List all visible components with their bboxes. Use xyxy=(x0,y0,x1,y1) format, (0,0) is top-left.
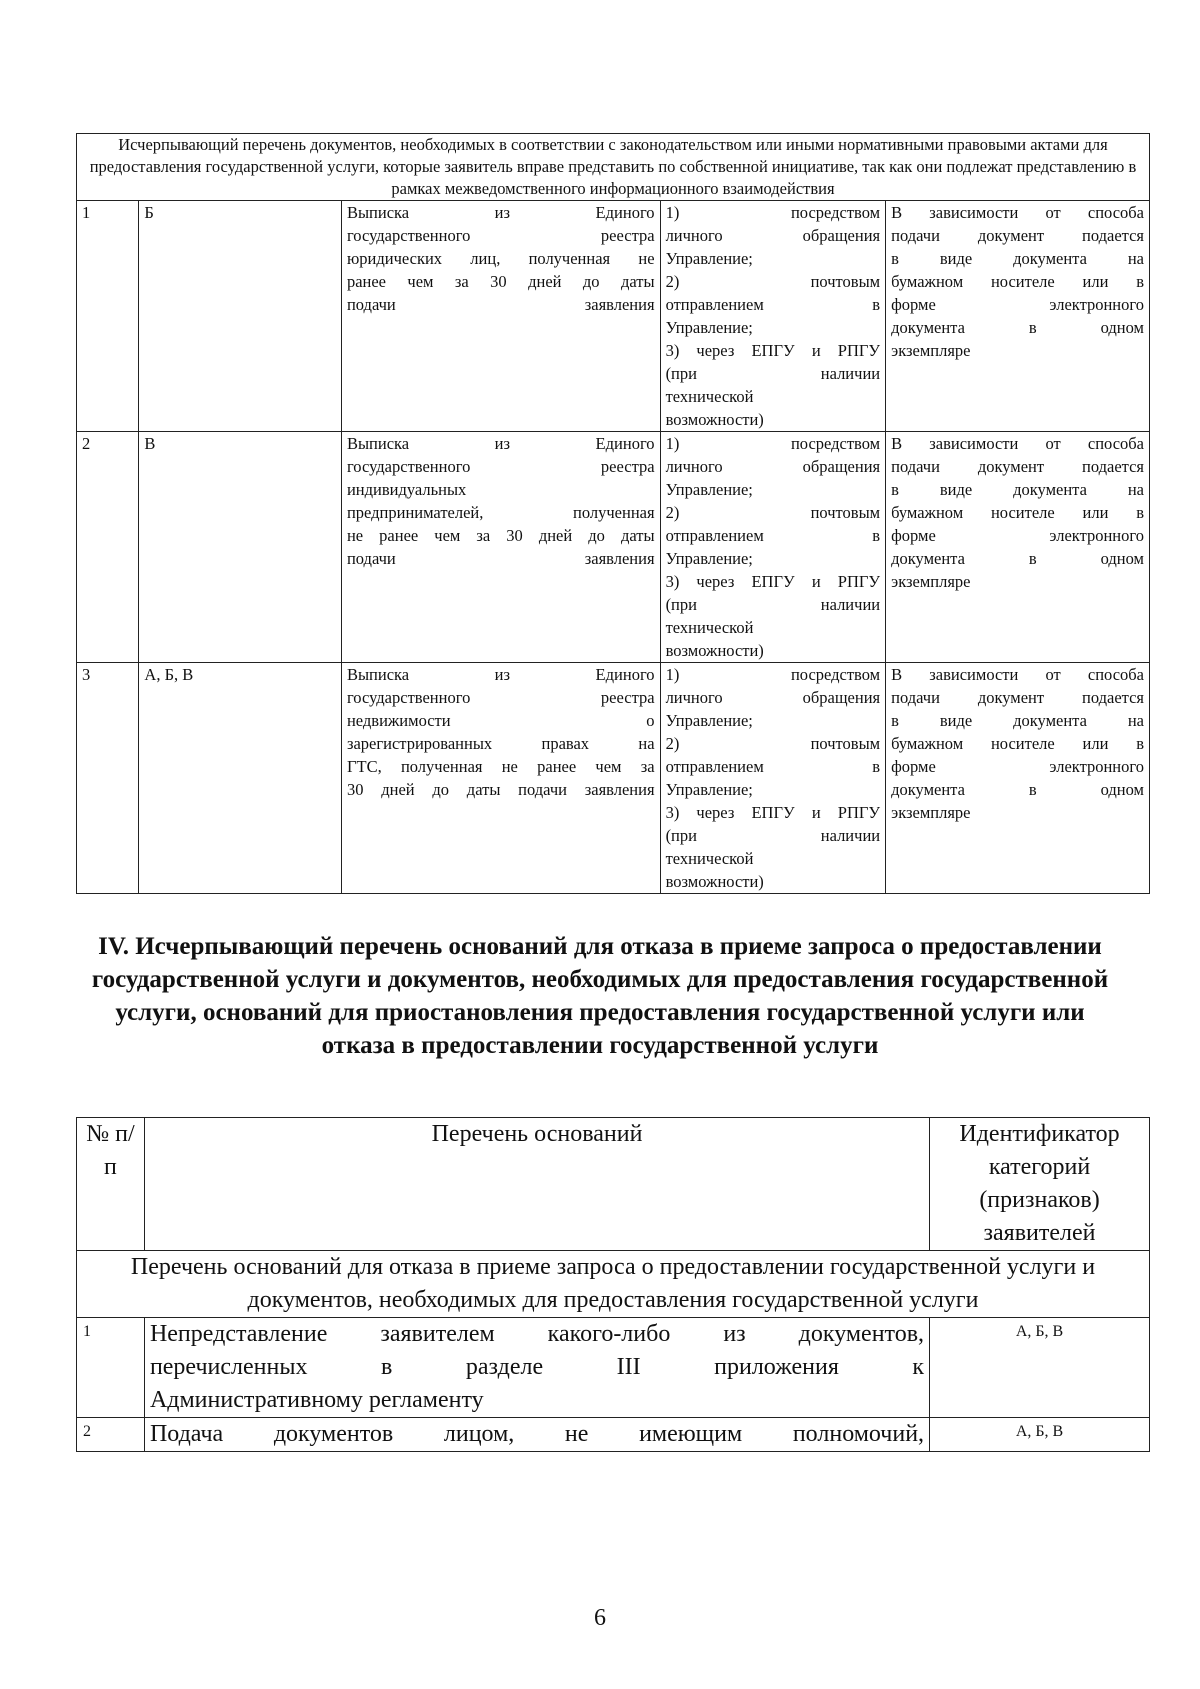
page-number: 6 xyxy=(594,1605,606,1631)
document-name: Выписка из Единого государственного реестра юридических лиц, полученная не ранее чем за 30 дней до даты подачи заявления xyxy=(341,201,660,432)
row-number: 2 xyxy=(77,432,139,663)
row-number: 1 xyxy=(77,201,139,432)
table-header-row xyxy=(77,1118,1150,1251)
table-row xyxy=(77,1318,1150,1418)
row-number: 2 xyxy=(77,1418,145,1452)
document-name: Выписка из Единого государственного реестра индивидуальных предпринимателей, полученная не ранее чем за 30 дней до даты подачи заявления xyxy=(341,432,660,663)
applicant-category: А, Б, В xyxy=(139,663,342,894)
header-grounds: Перечень оснований xyxy=(144,1118,929,1251)
refusal-grounds-table xyxy=(76,1117,1150,1452)
table-subheading: Перечень оснований для отказа в приеме запроса о предоставлении государственной услуги и документов, необходимых для предоставления государственной услуги xyxy=(77,1251,1150,1318)
table-row xyxy=(77,432,1150,663)
header-identifier: Идентификатор категорий (признаков) заявителей xyxy=(930,1118,1150,1251)
submission-form: В зависимости от способа подачи документ подается в виде документа на бумажном носителе или в форме электронного документа в одном экземпляре xyxy=(886,663,1150,894)
table-row xyxy=(77,1418,1150,1452)
table-row xyxy=(77,663,1150,894)
applicant-category: Б xyxy=(139,201,342,432)
submission-form: В зависимости от способа подачи документ подается в виде документа на бумажном носителе или в форме электронного документа в одном экземпляре xyxy=(886,201,1150,432)
applicant-category: В xyxy=(139,432,342,663)
section-heading: IV. Исчерпывающий перечень оснований для отказа в приеме запроса о предоставлении государственной услуги и документов, необходимых для предоставления государственной услуги, оснований для приостановления предоставления государственной услуги или отказа в предоставлении государственной услуги xyxy=(91,933,1109,1059)
documents-table xyxy=(76,133,1150,894)
applicant-identifier: А, Б, В xyxy=(930,1318,1150,1418)
document-name: Выписка из Единого государственного реестра недвижимости о зарегистрированных правах на ГТС, полученная не ранее чем за 30 дней до даты подачи заявления xyxy=(341,663,660,894)
submission-form: В зависимости от способа подачи документ подается в виде документа на бумажном носителе или в форме электронного документа в одном экземпляре xyxy=(886,432,1150,663)
submission-method: 1) посредством личного обращения Управление; 2) почтовым отправлением в Управление; 3) через ЕПГУ и РПГУ (при наличии технической возможности) xyxy=(660,432,886,663)
header-number: № п/п xyxy=(77,1118,145,1251)
submission-method: 1) посредством личного обращения Управление; 2) почтовым отправлением в Управление; 3) через ЕПГУ и РПГУ (при наличии технической возможности) xyxy=(660,663,886,894)
row-number: 1 xyxy=(77,1318,145,1418)
applicant-identifier: А, Б, В xyxy=(930,1418,1150,1452)
documents-table-caption: Исчерпывающий перечень документов, необходимых в соответствии с законодательством или иными нормативными правовыми актами для предоставления государственной услуги, которые заявитель вправе представить по собственной инициативе, так как они подлежат представлению в рамках межведомственного информационного взаимодействия xyxy=(77,134,1150,201)
table-row xyxy=(77,201,1150,432)
ground-text: Непредставление заявителем какого-либо из документов, перечисленных в разделе III приложения к Административному регламенту xyxy=(144,1318,929,1418)
ground-text: Подача документов лицом, не имеющим полномочий, xyxy=(144,1418,929,1452)
submission-method: 1) посредством личного обращения Управление; 2) почтовым отправлением в Управление; 3) через ЕПГУ и РПГУ (при наличии технической возможности) xyxy=(660,201,886,432)
row-number: 3 xyxy=(77,663,139,894)
